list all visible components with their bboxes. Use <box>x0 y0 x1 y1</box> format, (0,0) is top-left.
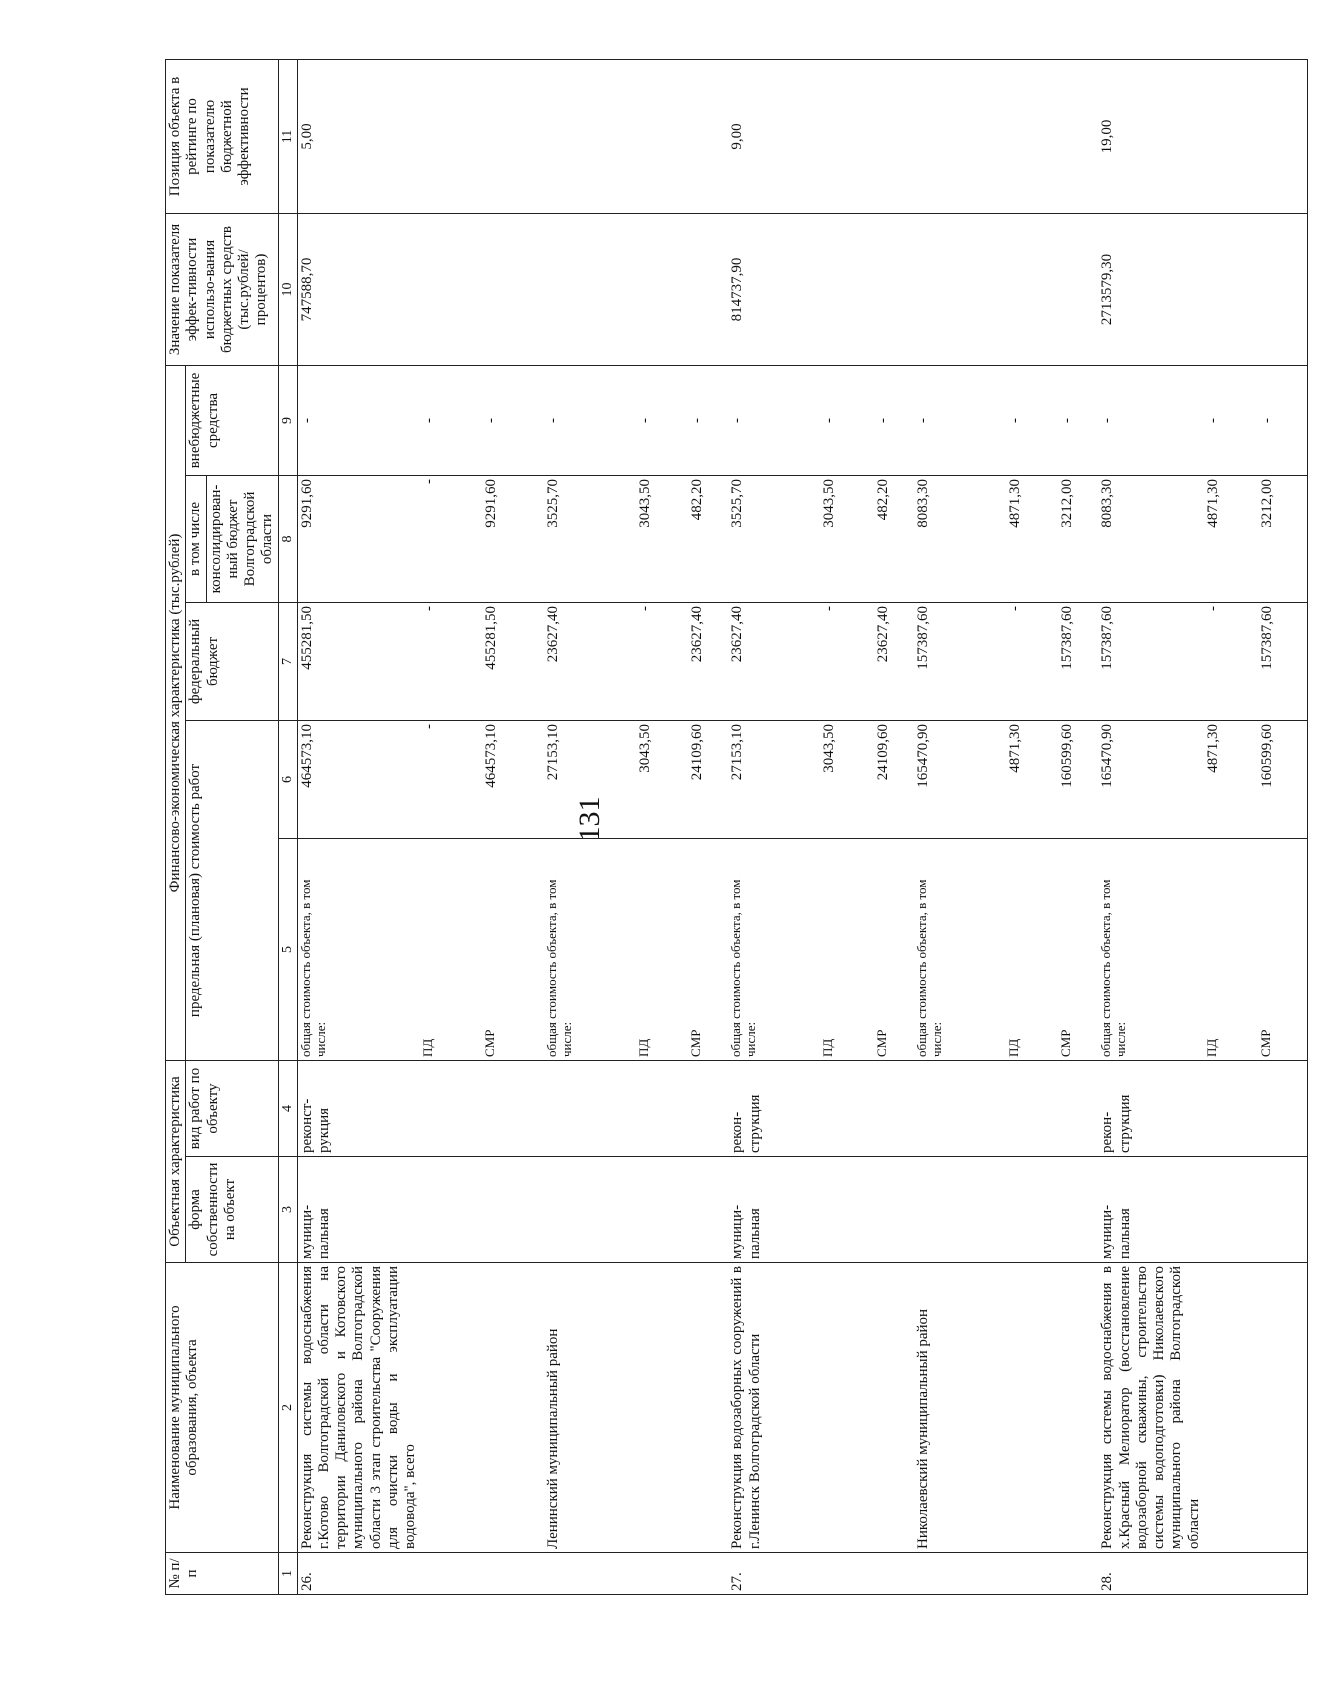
rating-position <box>420 59 482 213</box>
federal-budget: 23627,40 <box>688 602 728 720</box>
regional-budget: 3043,50 <box>636 475 688 602</box>
cost-type: СМР <box>1258 838 1308 1060</box>
total-cost: 4871,30 <box>1006 720 1058 838</box>
object-name <box>482 1263 544 1553</box>
total-cost: 464573,10 <box>482 720 544 838</box>
rating-position <box>914 59 1006 213</box>
federal-budget: 455281,50 <box>297 602 420 720</box>
work-type <box>1204 1060 1258 1156</box>
regional-budget: 8083,30 <box>1098 475 1204 602</box>
rating-position <box>482 59 544 213</box>
efficiency-value: 747588,70 <box>297 213 420 365</box>
row-number <box>1258 1553 1308 1595</box>
row-number: 28. <box>1098 1553 1204 1595</box>
efficiency-value <box>544 213 636 365</box>
regional-budget: 4871,30 <box>1006 475 1058 602</box>
extrabudgetary: - <box>482 365 544 475</box>
col-num: 7 <box>278 602 297 720</box>
regional-budget: 3212,00 <box>1058 475 1098 602</box>
ownership-form <box>544 1157 636 1263</box>
federal-budget: 157387,60 <box>1098 602 1204 720</box>
table-row <box>874 59 914 1594</box>
work-type <box>1006 1060 1058 1156</box>
col-num: 4 <box>278 1060 297 1156</box>
cost-type: общая стоимость объекта, в том числе: <box>914 838 1006 1060</box>
ownership-form: муници-пальная <box>728 1157 820 1263</box>
efficiency-value <box>1258 213 1308 365</box>
cost-type: ПД <box>1006 838 1058 1060</box>
table-row <box>1204 59 1258 1594</box>
federal-budget: 23627,40 <box>544 602 636 720</box>
object-name: Реконструкция водозаборных сооружений в г.Ленинск Волгоградской области <box>728 1263 820 1553</box>
object-name <box>1006 1263 1058 1553</box>
work-type: реконст-рукция <box>297 1060 420 1156</box>
header-rating-position: Позиция объекта в рейтинге по показателю бюджетной эффективности <box>166 59 279 213</box>
page-number: 131 <box>573 796 606 842</box>
table-row <box>544 59 636 1594</box>
table-row <box>688 59 728 1594</box>
object-name <box>1204 1263 1258 1553</box>
rating-position <box>820 59 874 213</box>
col-num: 8 <box>278 475 297 602</box>
ownership-form <box>1006 1157 1058 1263</box>
extrabudgetary: - <box>544 365 636 475</box>
cost-type: ПД <box>420 838 482 1060</box>
ownership-form <box>688 1157 728 1263</box>
regional-budget: - <box>420 475 482 602</box>
row-number <box>874 1553 914 1595</box>
rating-position: 19,00 <box>1098 59 1204 213</box>
ownership-form <box>420 1157 482 1263</box>
efficiency-value <box>820 213 874 365</box>
total-cost: 464573,10 <box>297 720 420 838</box>
extrabudgetary: - <box>914 365 1006 475</box>
ownership-form: муници-пальная <box>1098 1157 1204 1263</box>
work-type: рекон-струкция <box>1098 1060 1204 1156</box>
col-num: 5 <box>278 838 297 1060</box>
federal-budget: - <box>820 602 874 720</box>
financial-table <box>165 59 1308 1595</box>
efficiency-value <box>1058 213 1098 365</box>
total-cost: 24109,60 <box>688 720 728 838</box>
row-number <box>420 1553 482 1595</box>
rating-position <box>544 59 636 213</box>
efficiency-value: 814737,90 <box>728 213 820 365</box>
col-num: 1 <box>278 1553 297 1595</box>
rating-position <box>874 59 914 213</box>
table-row <box>728 59 820 1594</box>
cost-type: СМР <box>1058 838 1098 1060</box>
federal-budget: 157387,60 <box>914 602 1006 720</box>
table-row <box>1098 59 1204 1594</box>
extrabudgetary: - <box>420 365 482 475</box>
work-type: рекон-струкция <box>728 1060 820 1156</box>
efficiency-value <box>420 213 482 365</box>
rating-position <box>1058 59 1098 213</box>
extrabudgetary: - <box>636 365 688 475</box>
cost-type: ПД <box>636 838 688 1060</box>
table-row <box>1058 59 1098 1594</box>
col-num: 10 <box>278 213 297 365</box>
work-type <box>914 1060 1006 1156</box>
work-type <box>636 1060 688 1156</box>
row-number: 27. <box>728 1553 820 1595</box>
extrabudgetary: - <box>297 365 420 475</box>
rating-position <box>636 59 688 213</box>
federal-budget: 157387,60 <box>1258 602 1308 720</box>
rating-position <box>1258 59 1308 213</box>
regional-budget: 3043,50 <box>820 475 874 602</box>
cost-type: общая стоимость объекта, в том числе: <box>544 838 636 1060</box>
cost-type: ПД <box>1204 838 1258 1060</box>
work-type <box>482 1060 544 1156</box>
ownership-form <box>1204 1157 1258 1263</box>
total-cost: 165470,90 <box>914 720 1006 838</box>
regional-budget: 482,20 <box>688 475 728 602</box>
object-name <box>420 1263 482 1553</box>
federal-budget: 23627,40 <box>728 602 820 720</box>
regional-budget: 9291,60 <box>297 475 420 602</box>
table-body <box>297 59 1308 1594</box>
total-cost: 3043,50 <box>820 720 874 838</box>
object-name <box>820 1263 874 1553</box>
header-ownership-form: форма собственности на объект <box>186 1157 278 1263</box>
regional-budget: 482,20 <box>874 475 914 602</box>
work-type <box>874 1060 914 1156</box>
object-name <box>1058 1263 1098 1553</box>
row-number <box>688 1553 728 1595</box>
rating-position: 9,00 <box>728 59 820 213</box>
object-name <box>1258 1263 1308 1553</box>
column-numbers-row <box>278 59 297 1594</box>
work-type <box>820 1060 874 1156</box>
header-efficiency-value: Значение показателя эффек-тивности использо-вания бюджетных средств (тыс.рублей/ процентов) <box>166 213 279 365</box>
object-name <box>636 1263 688 1553</box>
header-work-type: вид работ по объекту <box>186 1060 278 1156</box>
table-row <box>636 59 688 1594</box>
col-num: 6 <box>278 720 297 838</box>
total-cost: 165470,90 <box>1098 720 1204 838</box>
ownership-form <box>636 1157 688 1263</box>
row-number <box>1204 1553 1258 1595</box>
object-name: Николаевский муниципальный район <box>914 1263 1006 1553</box>
total-cost: 3043,50 <box>636 720 688 838</box>
rating-position: 5,00 <box>297 59 420 213</box>
row-number <box>1058 1553 1098 1595</box>
table-row <box>420 59 482 1594</box>
work-type <box>1258 1060 1308 1156</box>
total-cost: 27153,10 <box>728 720 820 838</box>
cost-type: общая стоимость объекта, в том числе: <box>1098 838 1204 1060</box>
row-number: 26. <box>297 1553 420 1595</box>
federal-budget: - <box>1006 602 1058 720</box>
object-name: Реконструкция системы водоснабжения г.Котово Волгоградской области на территории Даниловского и Котовского муниципального района Волгоградской области 3 этап строительства "Сооружения для очистки воды и эксплуатации водовода", всего <box>297 1263 420 1553</box>
total-cost: 24109,60 <box>874 720 914 838</box>
regional-budget: 8083,30 <box>914 475 1006 602</box>
row-number <box>820 1553 874 1595</box>
ownership-form <box>482 1157 544 1263</box>
extrabudgetary: - <box>1058 365 1098 475</box>
efficiency-value <box>482 213 544 365</box>
row-number <box>914 1553 1006 1595</box>
object-name: Ленинский муниципальный район <box>544 1263 636 1553</box>
header-number: № п/п <box>166 1553 279 1595</box>
cost-type: общая стоимость объекта, в том числе: <box>297 838 420 1060</box>
regional-budget: 3525,70 <box>544 475 636 602</box>
ownership-form <box>1058 1157 1098 1263</box>
extrabudgetary: - <box>874 365 914 475</box>
col-num: 11 <box>278 59 297 213</box>
extrabudgetary: - <box>1006 365 1058 475</box>
efficiency-value: 2713579,30 <box>1098 213 1204 365</box>
efficiency-value <box>1204 213 1258 365</box>
header-regional-budget: консолидирован-ный бюджет Волгоградской области <box>206 475 278 602</box>
extrabudgetary: - <box>688 365 728 475</box>
table-row <box>482 59 544 1594</box>
total-cost: 160599,60 <box>1058 720 1098 838</box>
row-number <box>544 1553 636 1595</box>
row-number <box>1006 1553 1058 1595</box>
work-type <box>1058 1060 1098 1156</box>
regional-budget: 3212,00 <box>1258 475 1308 602</box>
total-cost: 160599,60 <box>1258 720 1308 838</box>
total-cost: - <box>420 720 482 838</box>
efficiency-value <box>636 213 688 365</box>
federal-budget: - <box>636 602 688 720</box>
cost-type: общая стоимость объекта, в том числе: <box>728 838 820 1060</box>
efficiency-value <box>688 213 728 365</box>
col-num: 3 <box>278 1157 297 1263</box>
cost-type: ПД <box>820 838 874 1060</box>
extrabudgetary: - <box>1098 365 1204 475</box>
extrabudgetary: - <box>728 365 820 475</box>
regional-budget: 3525,70 <box>728 475 820 602</box>
work-type <box>544 1060 636 1156</box>
header-max-cost: предельная (плановая) стоимость работ <box>186 720 278 1060</box>
header-extrabudgetary: внебюджетные средства <box>186 365 278 475</box>
total-cost: 27153,10 <box>544 720 636 838</box>
federal-budget: - <box>1204 602 1258 720</box>
header-object-characteristic: Объектная характеристика <box>166 1060 186 1262</box>
object-name <box>688 1263 728 1553</box>
rating-position <box>1204 59 1258 213</box>
ownership-form <box>820 1157 874 1263</box>
work-type <box>688 1060 728 1156</box>
federal-budget: 455281,50 <box>482 602 544 720</box>
header-federal-budget: федеральный бюджет <box>186 602 278 720</box>
header-name: Наименование муниципального образования, объекта <box>166 1263 279 1553</box>
cost-type: СМР <box>688 838 728 1060</box>
ownership-form <box>914 1157 1006 1263</box>
cost-type: СМР <box>482 838 544 1060</box>
col-num: 2 <box>278 1263 297 1553</box>
regional-budget: 4871,30 <box>1204 475 1258 602</box>
cost-type: СМР <box>874 838 914 1060</box>
federal-budget: 157387,60 <box>1058 602 1098 720</box>
ownership-form <box>874 1157 914 1263</box>
col-num: 9 <box>278 365 297 475</box>
extrabudgetary: - <box>820 365 874 475</box>
object-name <box>874 1263 914 1553</box>
efficiency-value <box>874 213 914 365</box>
rating-position <box>688 59 728 213</box>
table-row <box>297 59 420 1594</box>
federal-budget: 23627,40 <box>874 602 914 720</box>
ownership-form: муници-пальная <box>297 1157 420 1263</box>
table-row <box>1006 59 1058 1594</box>
table-row <box>1258 59 1308 1594</box>
extrabudgetary: - <box>1258 365 1308 475</box>
object-name: Реконструкция системы водоснабжения в х.Красный Мелиоратор (восстановление водозаборной скважины, строительство системы водоподготовки) Николаевского муниципального района Волгоградской области <box>1098 1263 1204 1553</box>
total-cost: 4871,30 <box>1204 720 1258 838</box>
row-number <box>636 1553 688 1595</box>
rotated-table-container <box>165 60 1335 1595</box>
row-number <box>482 1553 544 1595</box>
regional-budget: 9291,60 <box>482 475 544 602</box>
table-row <box>914 59 1006 1594</box>
header-including: в том числе <box>186 475 206 602</box>
work-type <box>420 1060 482 1156</box>
table-row <box>820 59 874 1594</box>
rating-position <box>1006 59 1058 213</box>
efficiency-value <box>1006 213 1058 365</box>
ownership-form <box>1258 1157 1308 1263</box>
efficiency-value <box>914 213 1006 365</box>
header-financial-characteristic: Финансово-экономическая характеристика (тыс.рублей) <box>166 365 186 1060</box>
federal-budget: - <box>420 602 482 720</box>
extrabudgetary: - <box>1204 365 1258 475</box>
